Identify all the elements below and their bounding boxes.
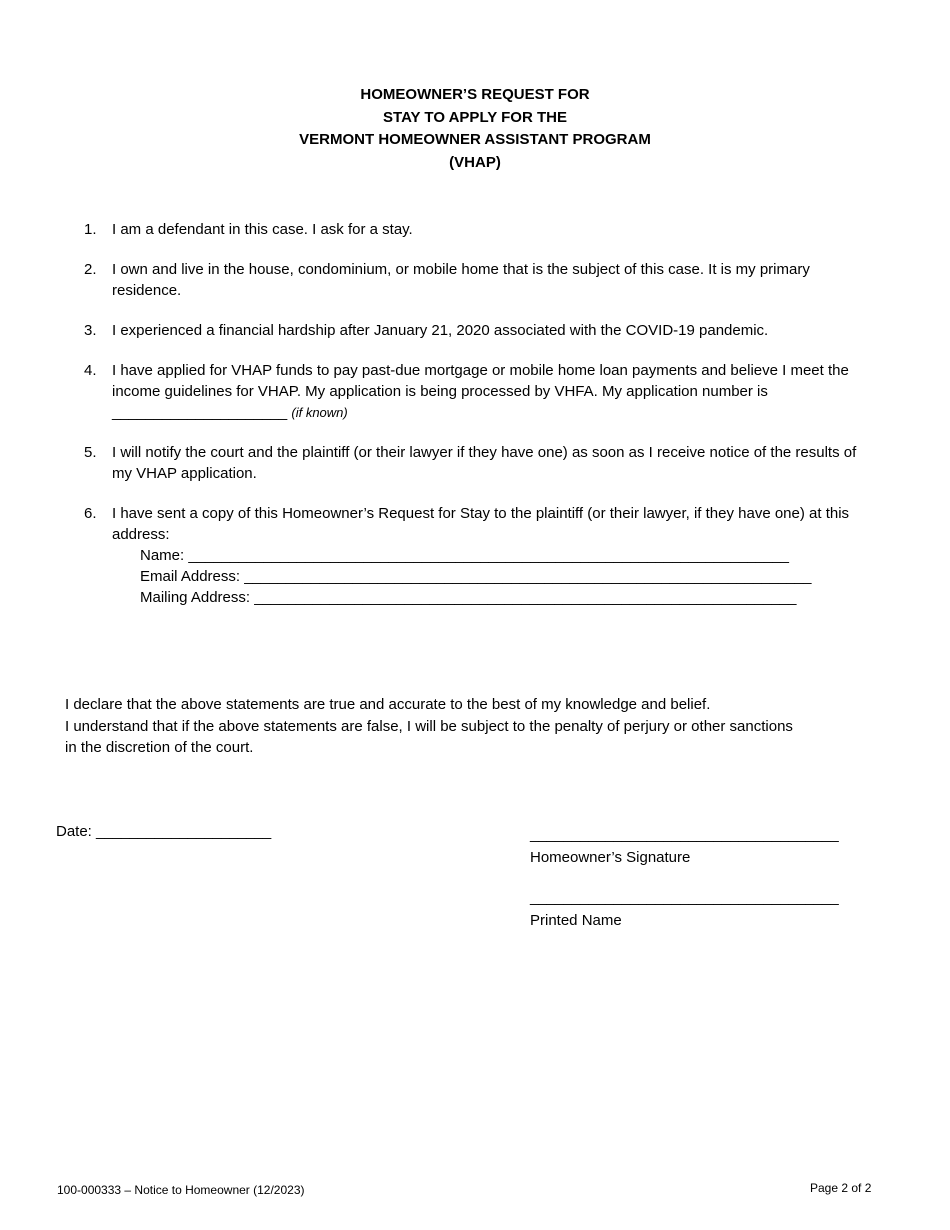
printed-name-block	[530, 886, 839, 932]
page-title	[0, 84, 950, 174]
list-item	[84, 442, 874, 484]
list-item	[84, 503, 874, 608]
date-field[interactable]: Date: _____________________	[56, 823, 272, 840]
item-number: 6.	[84, 505, 97, 522]
item-number: 1.	[84, 221, 97, 238]
title-line-2: STAY TO APPLY FOR THE	[383, 108, 567, 126]
title-line-3: VERMONT HOMEOWNER ASSISTANT PROGRAM	[299, 131, 651, 148]
title-line-4: (VHAP)	[449, 153, 501, 171]
declaration	[65, 694, 865, 759]
signature-block	[530, 823, 839, 869]
statement-list	[84, 219, 874, 627]
item-text: I experienced a financial hardship after January 21, 2020 associated with the COVID-19 pandemic.	[112, 322, 769, 339]
item-number: 4.	[84, 362, 97, 379]
item-text: I own and live in the house, condominium, or mobile home that is the subject of this case. It is my primary residence.	[112, 261, 810, 299]
declaration-line-2: I understand that if the above statements are false, I will be subject to the penalty of perjury or other sanctions	[65, 717, 793, 735]
title-line-1: HOMEOWNER’S REQUEST FOR	[360, 86, 590, 103]
item-number: 5.	[84, 444, 97, 461]
signature-line[interactable]: _____________________________________	[530, 826, 839, 843]
list-item	[84, 360, 874, 423]
printed-name-label: Printed Name	[530, 912, 622, 929]
item-text: I have applied for VHAP funds to pay past-due mortgage or mobile home loan payments and believe I meet the income guidelines for VHAP. My application is being processed by VHFA. My application number is	[112, 362, 849, 400]
item-number: 2.	[84, 261, 97, 278]
page-number: Page 2 of 2	[810, 1181, 872, 1195]
declaration-line-1: I declare that the above statements are true and accurate to the best of my knowledge and belief.	[65, 696, 711, 713]
item-text: I have sent a copy of this Homeowner’s Request for Stay to the plaintiff (or their lawyer, if they have one) at this address:	[112, 505, 850, 543]
if-known-note: (if known)	[291, 405, 348, 420]
email-field[interactable]: Email Address: ____________________________________________________________________	[140, 568, 812, 585]
item-text: I am a defendant in this case. I ask for a stay.	[112, 221, 413, 238]
list-item	[84, 259, 874, 301]
item-text: I will notify the court and the plaintiff (or their lawyer if they have one) as soon as I receive notice of the results of my VHAP application.	[112, 444, 857, 482]
list-item	[84, 320, 874, 341]
item-number: 3.	[84, 322, 97, 339]
printed-name-line[interactable]: _____________________________________	[530, 889, 839, 906]
form-id: 100-000333 – Notice to Homeowner (12/2023)	[57, 1183, 305, 1197]
name-field[interactable]: Name: ________________________________________________________________________	[140, 547, 789, 564]
signature-label: Homeowner’s Signature	[530, 849, 691, 866]
mailing-address-field[interactable]: Mailing Address: _________________________________________________________________	[140, 589, 797, 606]
list-item	[84, 219, 874, 240]
declaration-line-3: in the discretion of the court.	[65, 739, 254, 756]
application-number-field[interactable]: _____________________	[112, 404, 288, 421]
